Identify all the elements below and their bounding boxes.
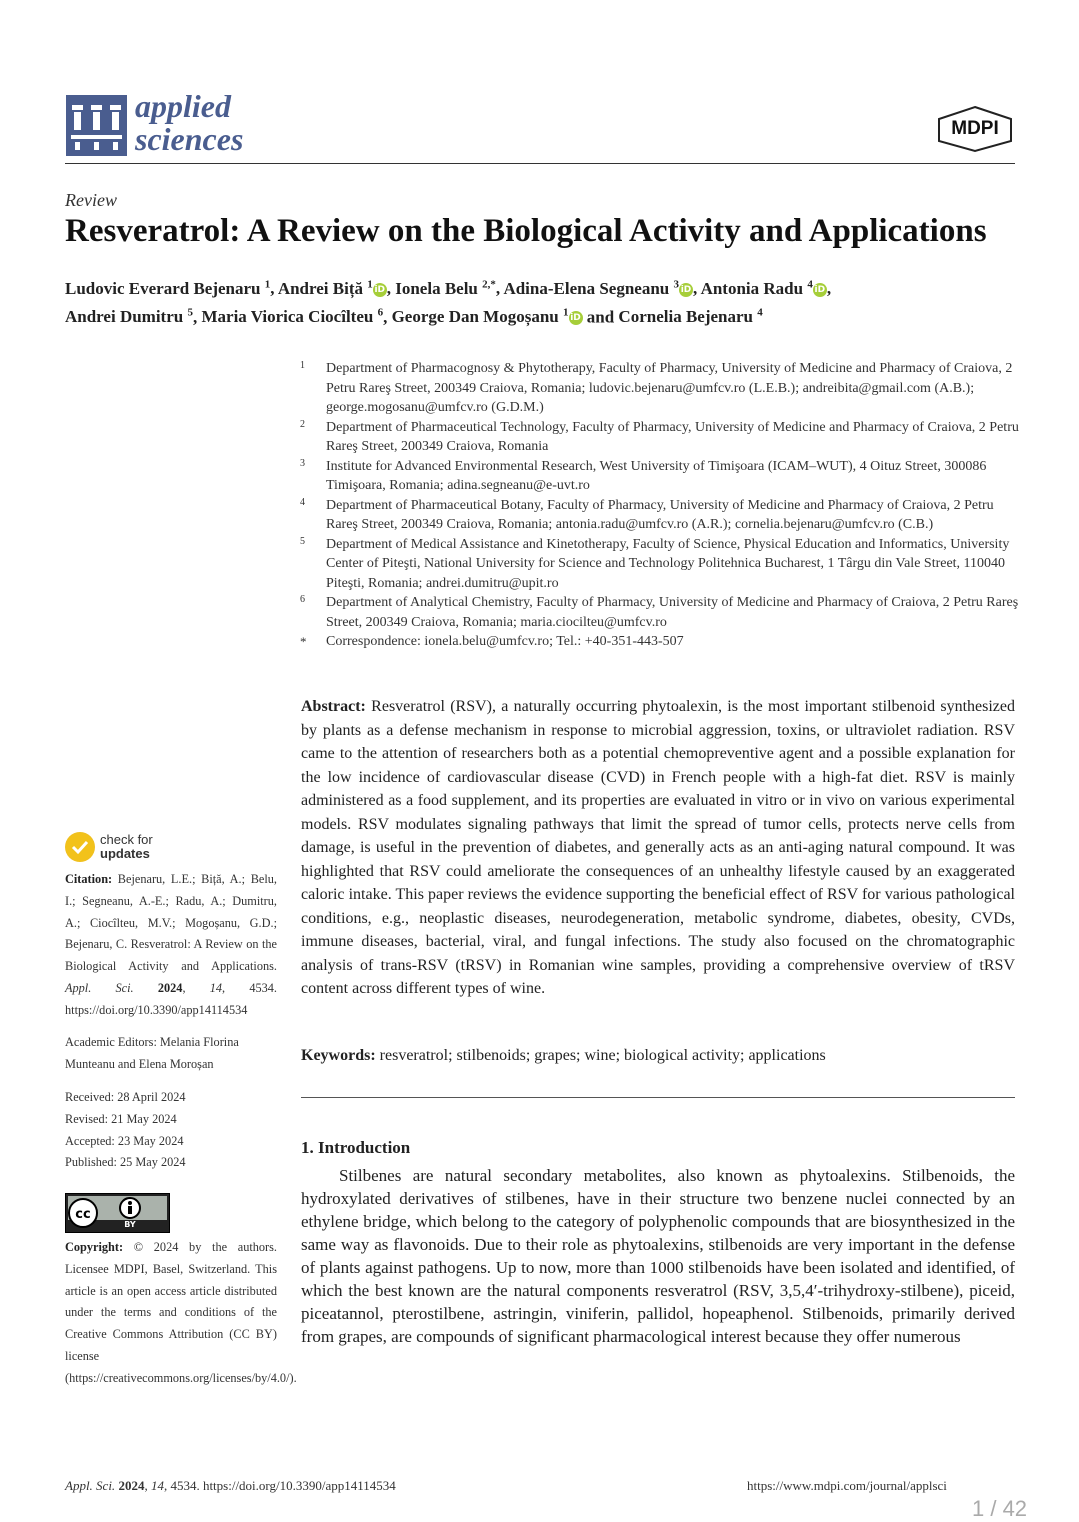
footer-journal: Appl. Sci. — [65, 1478, 116, 1493]
author-affiliation-mark: 1 — [367, 278, 373, 290]
author-name: Andrei Dumitru — [65, 307, 184, 327]
author-name: Adina-Elena Segneanu — [503, 278, 670, 298]
affiliation-text: Department of Pharmacognosy & Phytotherapy, Faculty of Pharmacy, University of Medicine and Pharmacy of Craiova, 2 Petru Rareş Street, 200349 Craiova, Romania; ludovic.bejenaru@umfcv.ro (L.E.B.); andreibita@gmail.com (A.B.); george.mogosanu@umfcv.ro (G.D.M.) — [326, 361, 1013, 415]
author-affiliation-mark: 1 — [264, 278, 271, 290]
svg-text:cc: cc — [75, 1207, 91, 1222]
journal-name-line2: sciences — [135, 121, 244, 157]
affiliation-number: 1 — [300, 360, 305, 371]
header-divider — [65, 163, 1015, 164]
affiliation-item — [300, 632, 1020, 652]
author-name: Maria Viorica Ciocîlteu — [201, 307, 374, 327]
affiliation-item — [300, 359, 1020, 418]
date-accepted: Accepted: 23 May 2024 — [65, 1133, 184, 1148]
academic-editors: Academic Editors: Melania Florina Munteanu and Elena Moroșan — [65, 1035, 239, 1071]
footer-doi[interactable]: , 4534. https://doi.org/10.3390/app14114534 — [163, 1478, 396, 1493]
orcid-icon[interactable]: iD — [374, 284, 386, 295]
author-affiliation-mark: 4 — [757, 306, 763, 319]
copyright — [65, 1237, 297, 1390]
author — [395, 279, 496, 298]
journal-logo-icon — [66, 95, 127, 156]
citation-journal: Appl. Sci. — [65, 980, 134, 995]
author — [201, 307, 383, 326]
keywords-text: resveratrol; stilbenoids; grapes; wine; biological activity; applications — [379, 1047, 826, 1064]
footer-citation: Appl. Sci. 2024, 14, 4534. https://doi.org/10.3390/app14114534 — [65, 1478, 396, 1493]
abstract — [301, 695, 1015, 1001]
affiliation-item — [300, 457, 1020, 496]
author-name: Andrei Biță — [277, 278, 363, 298]
affiliation-item — [300, 496, 1020, 535]
mdpi-logo — [937, 105, 1013, 153]
affiliation-item — [300, 593, 1020, 632]
author-list: Ludovic Everard Bejenaru $^1$, Andrei Biță $^1$ iD , Ionela Belu $^{2,*}$, Adina-Elena Segneanu $^3$ iD , Antonia Radu $^4$ iD , Andrei Dumitru $^5$, Maria Viorica Ciocîlteu $^6$, George Dan Mogoșanu $^1$ iD and Cornelia Bejenaru $^4$ — [65, 278, 832, 327]
citation-text: Bejenaru, L.E.; Biță, A.; Belu, I.; Segneanu, A.-E.; Radu, A.; Dumitru, A.; Ciocîlteu, M.V.; Mogoșanu, G.D.; Bejenaru, C. Resveratrol: A Review on the Biological Activity and Applications. — [65, 872, 277, 974]
citation-volume: 14 — [209, 980, 223, 995]
affiliation-number: 2 — [300, 418, 305, 430]
date-received: Received: 28 April 2024 — [65, 1090, 186, 1104]
journal-name — [135, 90, 243, 156]
author-affiliation-mark: 4 — [807, 278, 813, 290]
check-for-updates-icon[interactable] — [65, 832, 95, 862]
copyright-text: © 2024 by the authors. Licensee MDPI, Basel, Switzerland. This article is an open access article distributed under the terms and conditions of the Creative Commons Attribution (CC BY) license (https://creativecommons.org/licenses/by/4.0/). — [65, 1240, 297, 1385]
section-heading-introduction: 1. Introduction — [301, 1138, 411, 1157]
check-for-updates-button[interactable] — [100, 833, 153, 861]
affiliation-text: Department of Pharmaceutical Botany, Faculty of Pharmacy, University of Medicine and Pharmacy of Craiova, 2 Petru Rareş Street, 200349 Craiova, Romania; antonia.radu@umfcv.ro (A.R.); cornelia.bejenaru@umfcv.ro (C.B.) — [326, 497, 994, 532]
affiliation-text: Department of Medical Assistance and Kinetotherapy, Faculty of Science, Physical Education and Informatics, University Center of Piteşti, National University for Science and Technology Politehnica Bucharest, 1 Târgu din Vale Street, 110040 Piteşti, Romania; andrei.dumitru@upit.ro — [326, 536, 1010, 591]
section-divider — [301, 1097, 1015, 1098]
date-published: Published: 25 May 2024 — [65, 1155, 186, 1170]
author — [701, 279, 827, 298]
journal-name-line1: applied — [135, 88, 231, 124]
author-name: Antonia Radu — [700, 278, 804, 298]
check-for-updates-line1: check for — [100, 832, 153, 847]
affiliation-number: * — [300, 634, 307, 649]
author-name: Ionela Belu — [395, 278, 478, 298]
orcid-icon[interactable]: iD — [814, 284, 826, 295]
author-affiliation-mark: 3 — [673, 278, 679, 290]
author-name: Ludovic Everard Bejenaru — [65, 278, 261, 298]
keywords-label: Keywords: — [301, 1047, 376, 1064]
affiliation-text: Correspondence: ionela.belu@umfcv.ro; Tel.: +40-351-443-507 — [326, 634, 684, 649]
citation-doi[interactable]: , 4534. https://doi.org/10.3390/app14114534 — [65, 980, 277, 1017]
article-dates — [65, 1087, 277, 1174]
author — [618, 307, 762, 326]
orcid-icon[interactable]: iD — [680, 284, 692, 295]
affiliation-number: 5 — [300, 535, 305, 547]
footer-year: 2024 — [118, 1478, 145, 1493]
date-revised: Revised: 21 May 2024 — [65, 1111, 177, 1126]
author-affiliation-mark: 1 — [563, 306, 569, 319]
affiliation-text: Department of Pharmaceutical Technology, Faculty of Pharmacy, University of Medicine and Pharmacy of Craiova, 2 Petru Rareş Street, 200349 Craiova, Romania — [326, 419, 1019, 454]
orcid-icon[interactable]: iD — [570, 313, 581, 324]
citation-year: 2024 — [157, 980, 183, 995]
page-indicator: 1 / 42 — [972, 1496, 1028, 1521]
author — [278, 279, 387, 298]
abstract-text: Resveratrol (RSV), a naturally occurring phytoalexin, is the most important stilbenoid synthesized by plants as a defense mechanism in response to microbial aggression, toxins, or ultraviolet radiation. RSV came to the attention of researchers both as a potential chemopreventive agent and a possible explanation for the low incidence of cardiovascular disease (CVD) in French people with a high-fat diet. RSV is mainly administered as a food supplement, and its properties are evaluated in vitro or in vivo on various experimental models. RSV modulates signaling pathways that limit the spread of tumor cells, protects nerve cells from damage, is useful in the prevention of diabetes, and generally acts as an anti-aging natural compound. It was highlighted that RSV could ameliorate the consequences of an unhealthy lifestyle caused by an exaggerated caloric intake. This paper reviews the evidence supporting the beneficial effect of RSV for various pathological conditions, e.g., neoplastic diseases, neurodegeneration, metabolic syndrome, diabetes, obesity, CVDs, immune diseases, bacterial, viral, and fungal infections. The study also focused on the chromatographic analysis of trans-RSV (tRSV) in Romanian wine samples, providing a comprehensive overview of tRSV content across different types of wine. — [301, 698, 1015, 997]
author — [392, 307, 583, 326]
citation-label: Citation: — [65, 872, 113, 886]
footer-journal-url[interactable]: https://www.mdpi.com/journal/applsci — [747, 1478, 947, 1493]
cc-by-license-icon[interactable] — [65, 1193, 170, 1233]
introduction-paragraph: Stilbenes are natural secondary metabolites, also known as phytoalexins. Stilbenoids, the hydroxylated derivatives of stilbenes, have in their structure two benzene nuclei connected by an ethylene bridge, which belong to the category of polyphenolic compounds that are biosynthesized in the same way as flavonoids. Due to their role as phytoalexins, stilbenoids are very important in the defense of plants against pathogens. Up to now, more than 1000 stilbenoids have been isolated and identified, of which the best known are the natural components resveratrol (RSV, 3,5,4′-trihydroxy-stilbene), piceid, piceatannol, pterostilbene, astringin, viniferin, pallidol, hopeaphenol. Stilbenoids, primarily derived from grapes, are compounds of significant pharmacological interest because they offer numerous — [301, 1166, 1015, 1346]
author — [65, 279, 270, 298]
affiliation-number: 4 — [300, 496, 305, 508]
author-affiliation-mark: 2,* — [482, 278, 496, 290]
affiliation-number: 6 — [300, 594, 305, 605]
author-name: Cornelia Bejenaru — [618, 307, 753, 327]
affiliation-text: Department of Analytical Chemistry, Faculty of Pharmacy, University of Medicine and Pharmacy of Craiova, 2 Petru Rareş Street, 200349 Craiova, Romania; maria.ciocilteu@umfcv.ro — [326, 595, 1019, 630]
affiliation-item — [300, 418, 1020, 457]
footer-volume: 14 — [150, 1478, 164, 1493]
mdpi-logo-text: MDPI — [951, 118, 999, 139]
author — [65, 307, 193, 326]
affiliation-text: Institute for Advanced Environmental Research, West University of Timişoara (ICAM–WUT), 4 Oituz Street, 300086 Timişoara, Romania; adina.segneanu@e-uvt.ro — [326, 458, 987, 493]
check-for-updates-line2: updates — [100, 846, 150, 861]
cc-by-label: BY — [124, 1220, 136, 1229]
article-type: Review — [65, 190, 117, 210]
copyright-label: Copyright: — [65, 1240, 124, 1254]
author-name: George Dan Mogoșanu — [391, 307, 559, 327]
affiliations — [300, 359, 1020, 652]
affiliation-number: 3 — [300, 457, 305, 469]
citation: Citation: Bejenaru, L.E.; Biță, A.; Belu, I.; Segneanu, A.-E.; Radu, A.; Dumitru, A.; Ciocîlteu, M.V.; Mogoșanu, G.D.; Bejenaru, C. Resveratrol: A Review on the Biological Activity and Applications. Appl. Sci. 2024, 14, 4534. https://doi.org/10.3390/app14114534 — [65, 872, 277, 1017]
abstract-label: Abstract: — [301, 698, 366, 715]
author-affiliation-mark: 5 — [187, 306, 193, 319]
article-title: Resveratrol: A Review on the Biological Activity and Applications — [65, 213, 987, 249]
keywords — [301, 1047, 1015, 1065]
author — [503, 279, 693, 298]
affiliation-item — [300, 535, 1020, 594]
author-affiliation-mark: 6 — [377, 306, 384, 319]
